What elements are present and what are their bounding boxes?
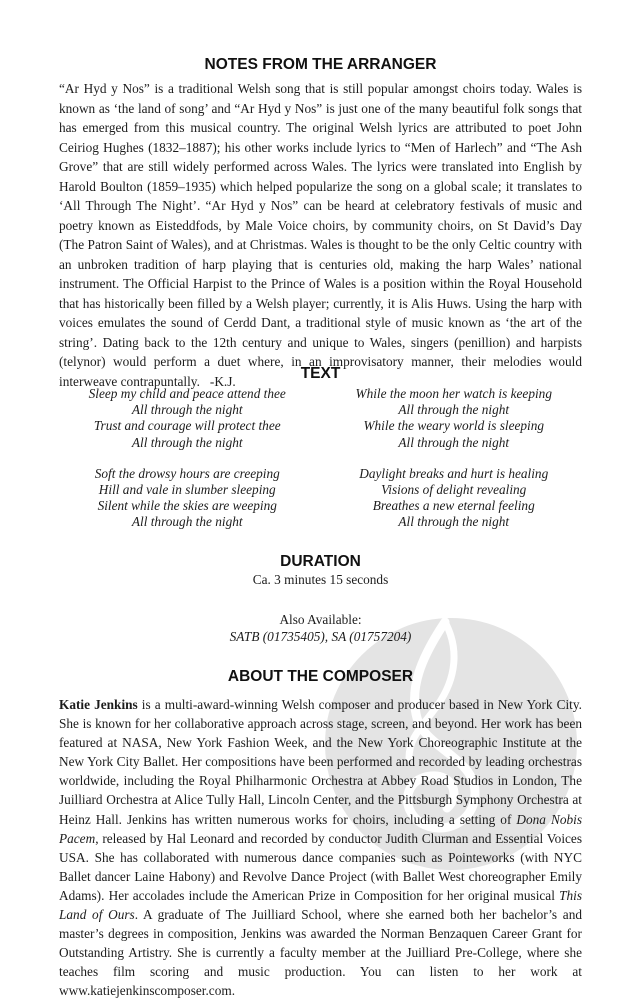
verse-3 <box>59 466 316 531</box>
bio-text: , released by Hal Leonard and recorded by conductor Judith Clurman and Essential Voices USA. She has collaborated with numerous dance companies such as Pointeworks (with NYC Ballet dancer Laine Habony) and Revolve Dance Project (with Ballet West choreographer Emily Adams). Her accolades include the American Prize in Composition for her original musical <box>59 830 582 903</box>
lyrics-heading: TEXT <box>300 365 341 382</box>
also-available-label: Also Available: <box>279 612 362 627</box>
verse-line: While the moon her watch is keeping <box>355 386 552 401</box>
verse-line: Sleep my child and peace attend thee <box>88 386 286 401</box>
verse-1 <box>59 386 316 451</box>
verse-line: All through the night <box>131 514 243 530</box>
verse-line: Silent while the skies are weeping <box>97 498 277 514</box>
notes-text: “Ar Hyd y Nos” is a traditional Welsh song that is still popular amongst choirs today. Wales is known as ‘the land of song’ and “Ar Hyd y Nos” is just one of the many beautiful folk songs that has emerged from this musical country. The original Welsh lyrics are attributed to poet John Ceiriog Hughes (1832–1887); his other works include lyrics to “Men of Harlech” and “The Ash Grove” that are still widely performed across Wales. The lyrics were translated into English by Harold Boulton (1859–1935) which helped popularize the song on a global scale; it translates to ‘All Through The Night’. “Ar Hyd y Nos” can be heard at celebratory festivals of music and poetry known as Eisteddfods, by Male Voice choirs, by community choirs, on St David’s Day (The Patron Saint of Wales), and at Christmas. Wales is thought to be the only Celtic country with an unbroken tradition of harp playing that is centuries old, making the harp Wales’ national instrument. The Official Harpist to the Prince of Wales is a position within the Royal Household that has historically been filled by a Welsh player; currently, it is Alis Huws. Using the harp with voices emulates the sound of Cerdd Dant, a traditional style of music known as ‘the art of the string’. Dating back to the 12th century and unique to Wales, singers (penillion) and harpists (telynor) would perform a duet where, in an improvisatory manner, their melodies would interweave contrapuntally. <box>59 81 582 389</box>
composer-name: Katie Jenkins <box>59 697 138 712</box>
verse-2 <box>326 386 583 451</box>
verse-line: Soft the drowsy hours are creeping <box>94 465 280 481</box>
verse-line: Breathes a new eternal feeling <box>372 498 535 514</box>
verse-line: Trust and courage will protect thee <box>93 418 281 434</box>
verse-line: All through the night <box>131 402 243 418</box>
verse-line: All through the night <box>398 402 510 418</box>
duration-value: Ca. 3 minutes 15 seconds <box>252 572 389 587</box>
verse-line: All through the night <box>131 434 243 450</box>
verse-line: All through the night <box>398 434 510 450</box>
verse-line: Daylight breaks and hurt is healing <box>359 465 549 481</box>
composer-bio <box>59 695 582 1001</box>
composer-heading: ABOUT THE COMPOSER <box>227 668 414 685</box>
verse-line: While the weary world is sleeping <box>363 418 545 434</box>
notes-body <box>59 79 582 391</box>
also-available-value: SATB (01735405), SA (01757204) <box>229 629 412 644</box>
verse-line: Visions of delight revealing <box>381 482 527 498</box>
verses-grid <box>59 386 582 531</box>
work-title: Dona Nobis Pacem <box>59 811 582 846</box>
verse-line: Hill and vale in slumber sleeping <box>98 482 276 498</box>
notes-signature: -K.J. <box>209 373 236 389</box>
work-title: This Land of Ours <box>59 887 582 923</box>
verse-line: All through the night <box>398 514 510 530</box>
duration-heading: DURATION <box>280 553 361 570</box>
verse-4 <box>326 466 583 531</box>
bio-text: is a multi-award-winning Welsh composer and producer based in New York City. She is known for her collaborative approach across stage, screen, and beyond. Her work has been featured at NASA, New York Fashion Week, and the New York Choreographic Institute at the New York City Ballet. Her compositions have been performed and recorded by leading orchestras worldwide, including the Royal Philharmonic Orchestra at Abbey Road Studios in London, The Juilliard Orchestra at Alice Tully Hall, Lincoln Center, and the Pittsburgh Symphony Orchestra at Heinz Hall. Jenkins has written numerous works for choirs, including a setting of <box>59 697 582 827</box>
bio-text: . A graduate of The Juilliard School, where she earned both her bachelor’s and master’s degrees in composition, Jenkins was awarded the Norman Benzaquen Career Grant for Outstanding Artistry. She is currently a faculty member at the Juilliard Pre-College, where she teaches film scoring and music production. You can listen to her work at www.katiejenkinscomposer.com. <box>59 907 583 999</box>
notes-heading: NOTES FROM THE ARRANGER <box>204 56 437 73</box>
